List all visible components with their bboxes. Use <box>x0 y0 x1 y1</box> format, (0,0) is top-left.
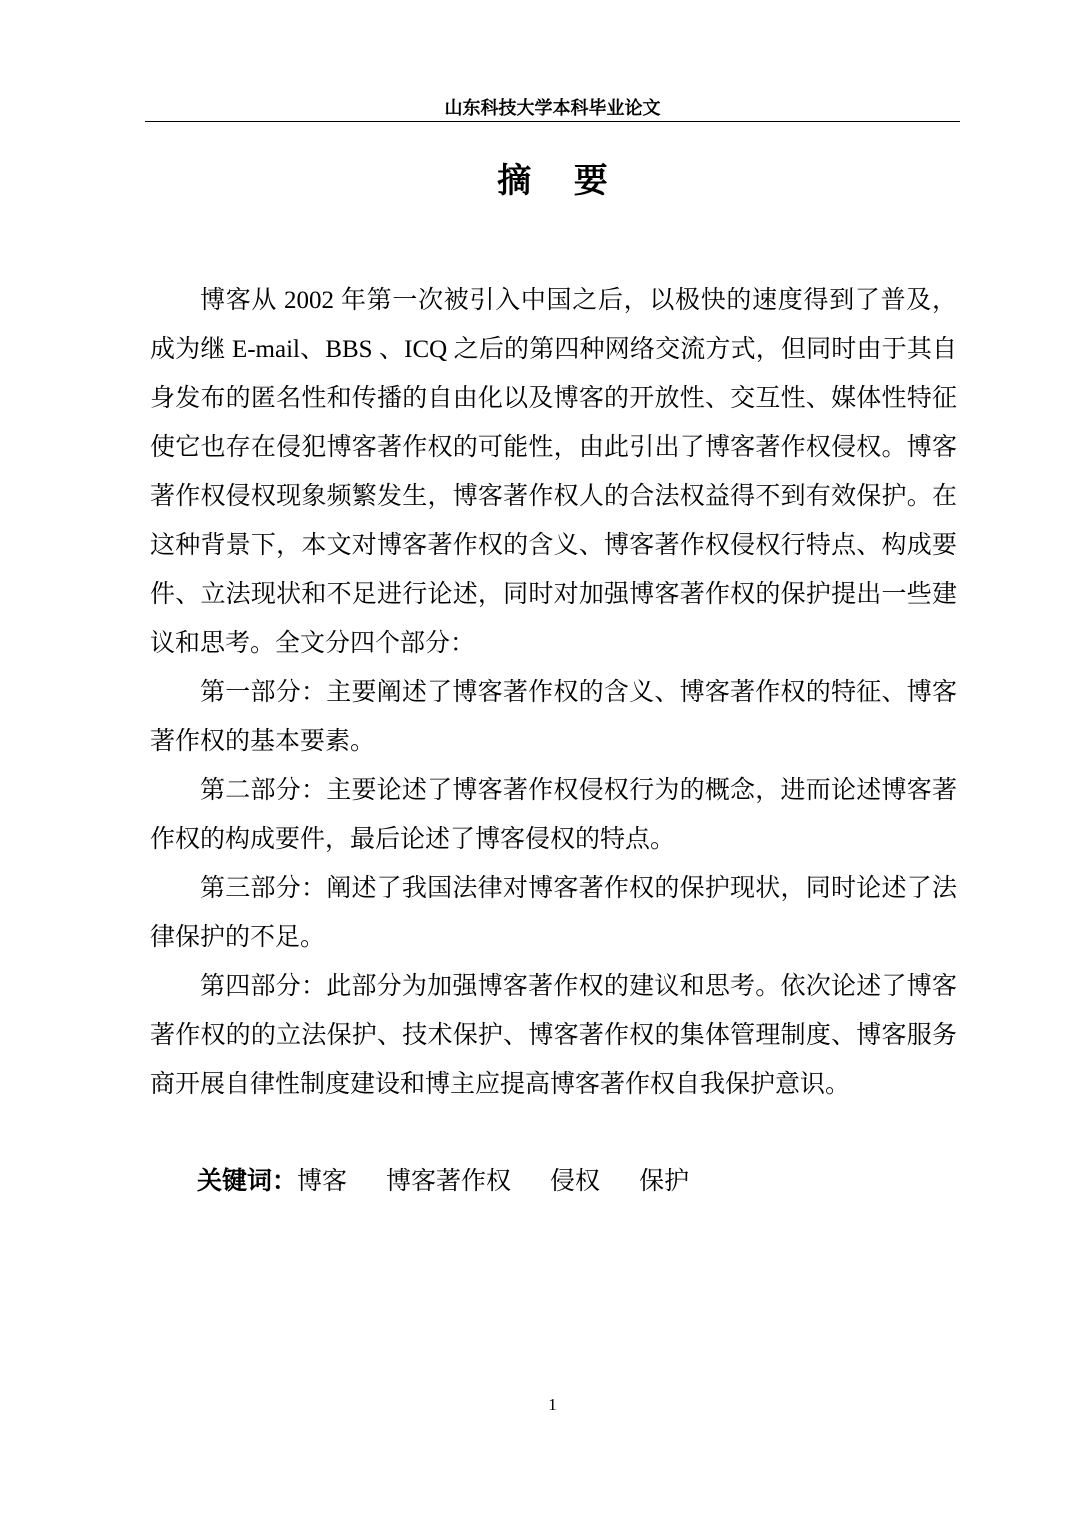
abstract-body <box>150 276 957 1109</box>
keyword: 保护 <box>639 1168 690 1195</box>
abstract-paragraph: 第三部分：阐述了我国法律对博客著作权的保护现状，同时论述了法律保护的不足。 <box>150 875 957 951</box>
abstract-paragraph: 博客从 2002 年第一次被引入中国之后，以极快的速度得到了普及，成为继 E-mail、BBS 、ICQ 之后的第四种网络交流方式，但同时由于其自身发布的匿名性和传播的自由化以及博客的开放性、交互性、媒体性特征使它也存在侵犯博客著作权的可能性，由此引出了博客著作权侵权。博客著作权侵权现象频繁发生，博客著作权人的合法权益得不到有效保护。在这种背景下，本文对博客著作权的含义、博客著作权侵权行特点、构成要件、立法现状和不足进行论述，同时对加强博客著作权的保护提出一些建议和思考。全文分四个部分： <box>150 287 957 657</box>
abstract-title: 摘 要 <box>497 163 608 200</box>
keyword: 博客 <box>297 1168 348 1195</box>
abstract-paragraph: 第一部分：主要阐述了博客著作权的含义、博客著作权的特征、博客著作权的基本要素。 <box>150 679 957 755</box>
header-rule <box>145 121 960 122</box>
page-header-title: 山东科技大学本科毕业论文 <box>444 98 661 118</box>
keywords-label: 关键词： <box>197 1166 298 1195</box>
keyword: 博客著作权 <box>386 1168 512 1195</box>
abstract-paragraph: 第二部分：主要论述了博客著作权侵权行为的概念，进而论述博客著作权的构成要件，最后论述了博客侵权的特点。 <box>150 777 957 853</box>
keyword: 侵权 <box>550 1168 601 1195</box>
abstract-paragraph: 第四部分：此部分为加强博客著作权的建议和思考。依次论述了博客著作权的的立法保护、技术保护、博客著作权的集体管理制度、博客服务商开展自律性制度建设和博主应提高博客著作权自我保护意识。 <box>150 973 957 1098</box>
keywords-line <box>197 1156 957 1206</box>
page-number: 1 <box>548 1395 557 1414</box>
